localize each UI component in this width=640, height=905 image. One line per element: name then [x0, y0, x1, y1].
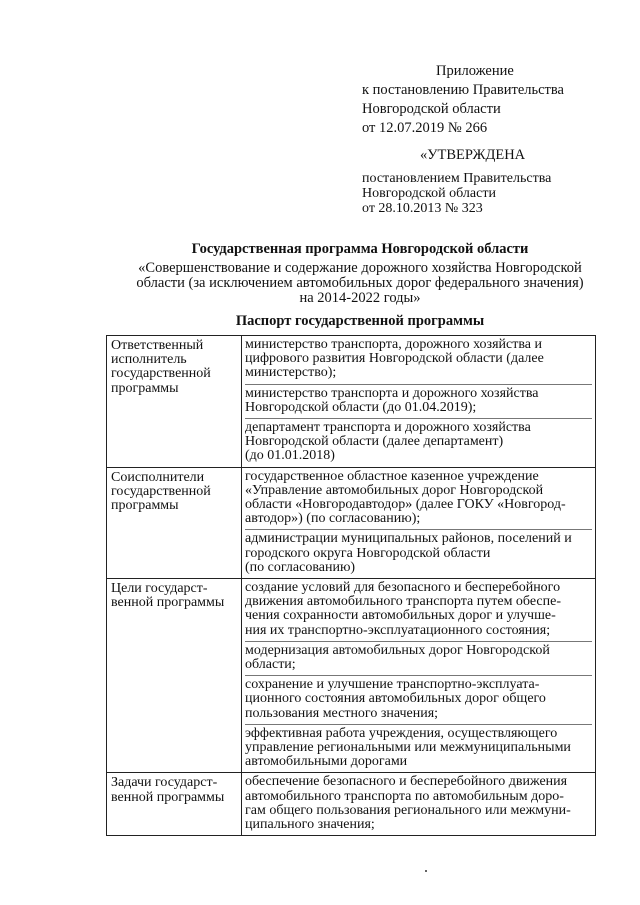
row-paragraph [245, 641, 592, 675]
table-row [107, 773, 596, 836]
row-paragraph-line: сохранение и улучшение транспортно-эксплуата- [245, 677, 540, 693]
row-paragraph-line: ния их транспортно-эксплуатационного состояния; [245, 622, 551, 638]
row-paragraph-line: «Управление автомобильных дорог Новгородской [245, 482, 544, 498]
approval-title: «УТВЕРЖДЕНА [420, 147, 526, 163]
passport-title: Паспорт государственной программы [235, 313, 485, 329]
row-paragraph-line: департамент транспорта и дорожного хозяйства [245, 420, 531, 436]
approval-line: от 28.10.2013 № 323 [362, 201, 483, 216]
row-paragraph-line: модернизация автомобильных дорог Новгородской [245, 642, 550, 658]
approval-block [362, 148, 632, 216]
row-label-cell [107, 773, 242, 836]
row-value-cell [242, 467, 596, 578]
row-paragraph [245, 418, 592, 467]
row-value-cell [242, 773, 596, 836]
appendix-line: от 12.07.2019 № 266 [362, 120, 488, 136]
row-value-cell [242, 579, 596, 773]
approval-line: Новгородской области [362, 186, 496, 201]
row-paragraph-line: автомобильного транспорта по автомобильным доро- [245, 788, 564, 804]
row-paragraph-line: эффективная работа учреждения, осуществляющего [245, 725, 558, 741]
row-paragraph-line: государственное областное казенное учреждение [245, 468, 539, 484]
row-paragraph [245, 468, 592, 530]
program-subtitle-line: области (за исключением автомобильных дорог федерального значения) [136, 275, 584, 291]
row-paragraph-line: автодор») (по согласованию); [245, 511, 421, 527]
row-label-line: венной программы [111, 789, 225, 805]
row-paragraph-line: Новгородской области (далее департамент) [245, 434, 504, 450]
row-label-line: государственной [111, 483, 211, 499]
row-paragraph [245, 773, 592, 835]
row-paragraph-line: управление региональными или межмуниципальными [245, 740, 571, 756]
row-paragraph-line: обеспечение безопасного и бесперебойного движения [245, 774, 568, 790]
row-label-cell [107, 467, 242, 578]
passport-table-body [107, 336, 596, 836]
row-label-line: Цели государст- [111, 581, 208, 597]
scan-speck [425, 870, 427, 872]
row-paragraph-line: пользования местного значения; [245, 705, 439, 721]
approval-line: постановлением Правительства [362, 171, 552, 186]
row-paragraph-line: (по согласованию) [245, 559, 356, 575]
program-subtitle-line: на 2014-2022 годы» [299, 290, 421, 306]
row-paragraph-line: министерство транспорта, дорожного хозяйства и [245, 337, 542, 352]
program-subtitle-line: «Совершенствование и содержание дорожного хозяйства Новгородской [138, 260, 582, 276]
row-paragraph-line: автомобильными дорогами [245, 754, 408, 770]
row-paragraph [245, 336, 592, 384]
appendix-block [362, 62, 632, 138]
row-paragraph-line: движения автомобильного транспорта путем обеспе- [245, 594, 562, 610]
row-paragraph-line: цифрового развития Новгородской области (далее [245, 351, 544, 367]
row-label-line: венной программы [111, 595, 225, 611]
row-paragraph-line: чения сохранности автомобильных дорог и улучше- [245, 608, 556, 624]
appendix-title: Приложение [436, 63, 514, 79]
row-paragraph-line: администрации муниципальных районов, поселений и [245, 531, 572, 547]
row-paragraph-line: Новгородской области (до 01.04.2019); [245, 399, 477, 415]
row-paragraph-line: ципального значения; [245, 817, 375, 833]
row-label-line: программы [111, 380, 179, 396]
row-paragraph-line: министерство); [245, 365, 337, 381]
appendix-line: к постановлению Правительства [362, 82, 564, 98]
row-label-cell [107, 336, 242, 468]
row-paragraph [245, 529, 592, 578]
row-paragraph-line: (до 01.01.2018) [245, 448, 335, 464]
row-paragraph-line: гам общего пользования регионального или межмуни- [245, 802, 571, 818]
row-paragraph [245, 579, 592, 641]
row-label-line: Соисполнители [111, 469, 205, 485]
row-label-line: исполнитель [111, 352, 187, 368]
row-label-line: Задачи государст- [111, 775, 218, 791]
row-paragraph-line: ционного состояния автомобильных дорог общего [245, 691, 546, 707]
row-paragraph-line: министерство транспорта и дорожного хозяйства [245, 385, 539, 401]
row-paragraph-line: создание условий для безопасного и бесперебойного [245, 580, 561, 596]
row-paragraph-line: городского округа Новгородской области [245, 545, 491, 561]
row-paragraph-line: области «Новгородавтодор» (далее ГОКУ «Новгород- [245, 497, 566, 513]
row-paragraph [245, 384, 592, 418]
passport-table [106, 335, 596, 836]
table-row [107, 336, 596, 468]
row-value-cell [242, 336, 596, 468]
row-paragraph-line: области; [245, 657, 296, 673]
row-label-line: государственной [111, 366, 211, 382]
table-row [107, 467, 596, 578]
program-title: Государственная программа Новгородской области [191, 241, 529, 257]
row-label-line: Ответственный [111, 338, 204, 353]
row-paragraph [245, 675, 592, 724]
table-row [107, 579, 596, 773]
appendix-line: Новгородской области [362, 101, 501, 117]
row-label-line: программы [111, 498, 179, 514]
row-paragraph [245, 724, 592, 773]
row-label-cell [107, 579, 242, 773]
program-subtitle [110, 261, 610, 306]
